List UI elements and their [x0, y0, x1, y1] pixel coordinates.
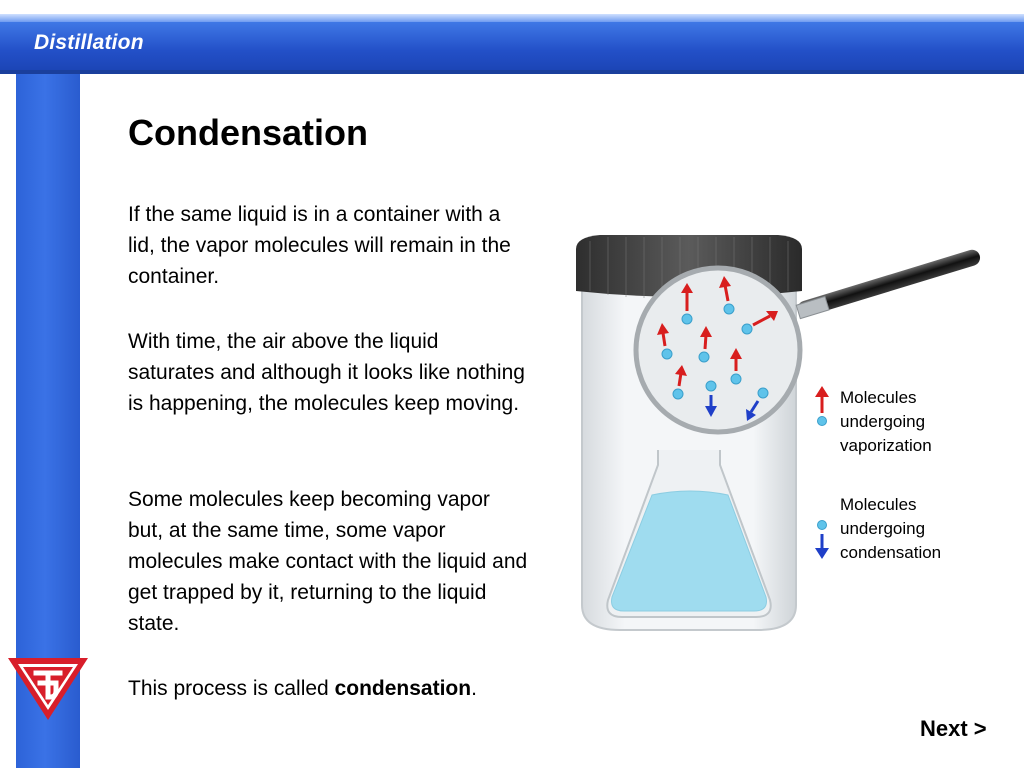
legend-vaporization-line-1: Molecules — [840, 388, 917, 407]
next-button[interactable]: Next > — [920, 716, 987, 741]
paragraph-molecules-trapped: Some molecules keep becoming vapor but, at the same time, some vapor molecules make contact with the liquid and get trapped by it, returning to the liquid state. — [128, 488, 528, 635]
process-prefix-text: This process is called — [128, 677, 335, 700]
legend-vaporization — [812, 383, 1012, 463]
header-bar — [0, 0, 1024, 74]
legend-condensation-line-2: undergoing — [840, 519, 926, 538]
condensation-arrow-icon — [812, 490, 834, 562]
legend-vaporization-line-2: undergoing — [840, 412, 926, 431]
condensation-term: condensation — [334, 677, 472, 700]
header-edge — [0, 70, 1024, 74]
legend-condensation-line-1: Molecules — [840, 495, 917, 514]
paragraph-process-called — [128, 673, 588, 704]
legend-vaporization-line-3: vaporization — [840, 436, 932, 455]
header-band — [0, 22, 1024, 70]
paragraph-container-lid: If the same liquid is in a container with a lid, the vapor molecules will remain in the container. — [128, 203, 511, 288]
legend-condensation — [812, 490, 1012, 570]
slide-heading: Condensation — [128, 112, 368, 153]
legend-condensation-line-3: condensation — [840, 543, 942, 562]
process-suffix-text: . — [471, 677, 477, 700]
company-logo-icon — [6, 656, 90, 722]
magnifier-lens-icon — [636, 268, 800, 432]
paragraph-air-saturates: With time, the air above the liquid saturates and although it looks like nothing is happening, the molecules keep moving. — [128, 330, 525, 415]
app-title: Distillation — [34, 31, 144, 54]
header-highlight-band — [0, 14, 1024, 22]
vaporization-arrow-icon — [812, 383, 834, 443]
